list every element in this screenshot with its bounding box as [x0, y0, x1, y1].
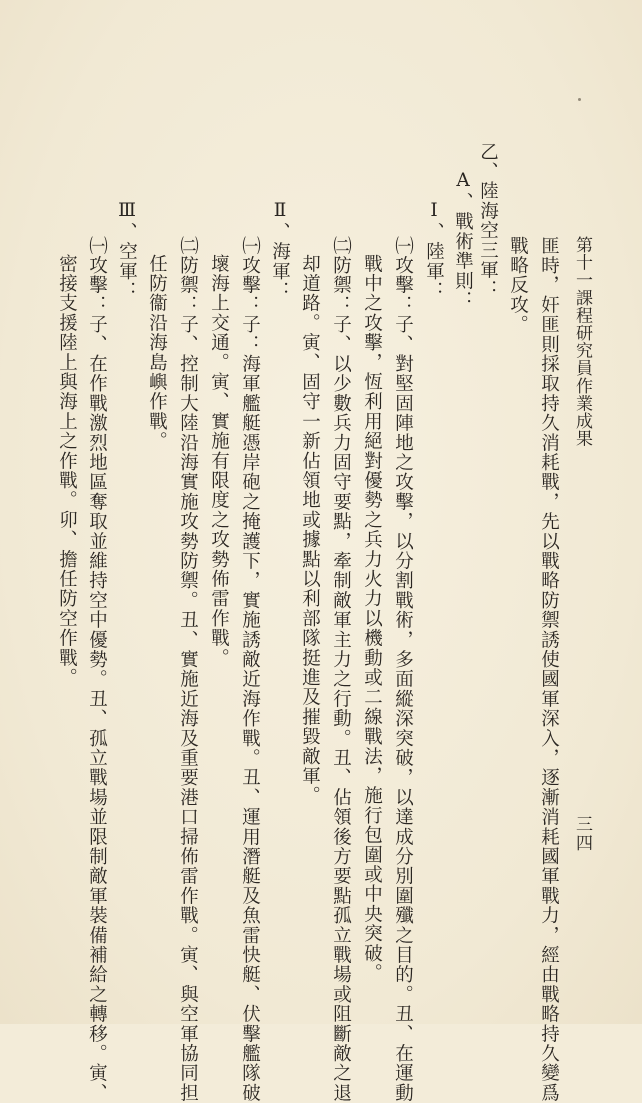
air-attack-line-1: ㈠攻擊：子、在作戰激烈地區奪取並維持空中優勢。丑、孤立戰場並限制敵軍裝備補給之轉移。寅、: [86, 236, 108, 1103]
air-attack-line-2: 密接支援陸上與海上之作戰。卯、擔任防空作戰。: [56, 254, 78, 688]
paper-speck: [578, 98, 581, 101]
section-heading-yi: 乙、陸海空三軍：: [477, 142, 499, 300]
heading-air-force: Ⅲ、空軍：: [116, 200, 138, 301]
navy-defense-line-2: 任防衞沿海島嶼作戰。: [146, 254, 168, 451]
page-number: 三四: [572, 815, 592, 853]
army-attack-line-1: ㈠攻擊：子、對堅固陣地之攻擊，以分割戰術，多面縱深突破，以達成分別圍殲之目的。丑、在運動: [392, 236, 414, 1103]
subsection-heading-a: A、戰術準則：: [452, 170, 474, 311]
heading-navy: Ⅱ、海軍：: [269, 200, 291, 301]
heading-army: Ⅰ、陸軍：: [423, 200, 445, 301]
navy-defense-line-1: ㈡防禦：子、控制大陸沿海實施攻勢防禦。丑、實施近海及重要港口掃佈雷作戰。寅、與空軍協同担: [177, 236, 199, 1103]
text-line-2: 戰略反攻。: [507, 236, 529, 335]
text-line-1: 匪時，奸匪則採取持久消耗戰，先以戰略防禦誘使國軍深入，逐漸消耗國軍戰力，經由戰略持久變爲: [538, 236, 560, 1103]
navy-attack-line-2: 壞海上交通。寅、實施有限度之攻勢佈雷作戰。: [208, 254, 230, 668]
navy-attack-line-1: ㈠攻擊：子：海軍艦艇憑岸砲之掩護下，實施誘敵近海作戰。丑、運用潛艇及魚雷快艇、伏擊艦隊破: [239, 236, 261, 1103]
army-defense-line-2: 却道路。寅、固守一新佔領地或據點以利部隊挺進及摧毀敵軍。: [299, 254, 321, 806]
army-attack-line-2: 戰中之攻擊，恆利用絕對優勢之兵力火力以機動或二線戰法，施行包圍或中央突破。: [361, 254, 383, 983]
army-defense-line-1: ㈡防禦：子、以少數兵力固守要點，牽制敵軍主力之行動。丑、佔領後方要點孤立戰場或阻斷敵之退: [330, 236, 352, 1103]
running-header-title: 第十一課程研究員作業成果: [572, 236, 592, 448]
